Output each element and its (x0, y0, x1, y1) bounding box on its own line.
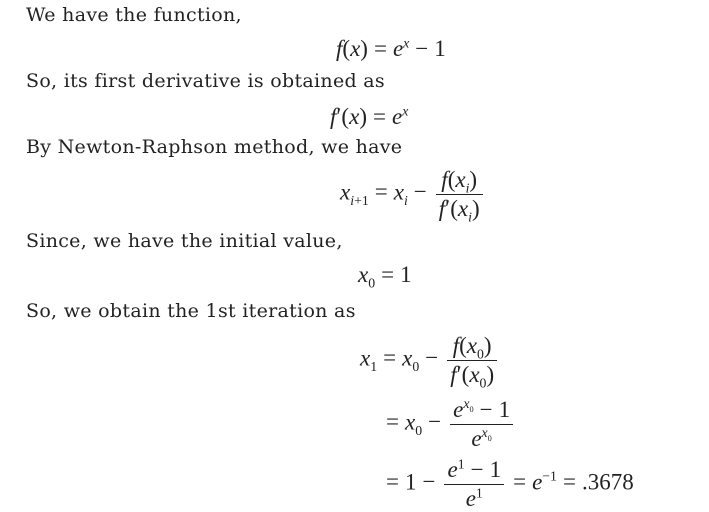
method-text: By Newton-Raphson method, we have (26, 136, 403, 158)
function-equation: $f(x) = e^x - 1$ (336, 35, 446, 61)
derivative-text: So, its first derivative is obtained as (26, 70, 385, 92)
derivative-equation: $f'(x) = e^x$ (330, 103, 409, 129)
initial-value-equation: $x_0 = 1$ (358, 262, 412, 291)
final-value: .3678 (581, 469, 634, 495)
iteration-step-1: $x_1 = x_0$ − $\frac{f(x_0)}{f'(x_0)}$ (360, 332, 500, 388)
iteration-step-3: = 1 − $\frac{e^1 - 1}{e^1}$ = $e^{-1} = .3678$ (386, 456, 634, 511)
newton-raphson-formula: $x_{i+1} = x_i$ − $\frac{f(x_i)}{f'(x_i)}$ (340, 166, 486, 222)
initial-value-text: Since, we have the initial value, (26, 230, 343, 252)
iteration-step-2: = $x_0$ − $\frac{e^{x_0} - 1}{e^{x_0}}$ (386, 396, 516, 452)
intro-text: We have the function, (26, 4, 242, 26)
iteration-text: So, we obtain the 1st iteration as (26, 300, 356, 322)
